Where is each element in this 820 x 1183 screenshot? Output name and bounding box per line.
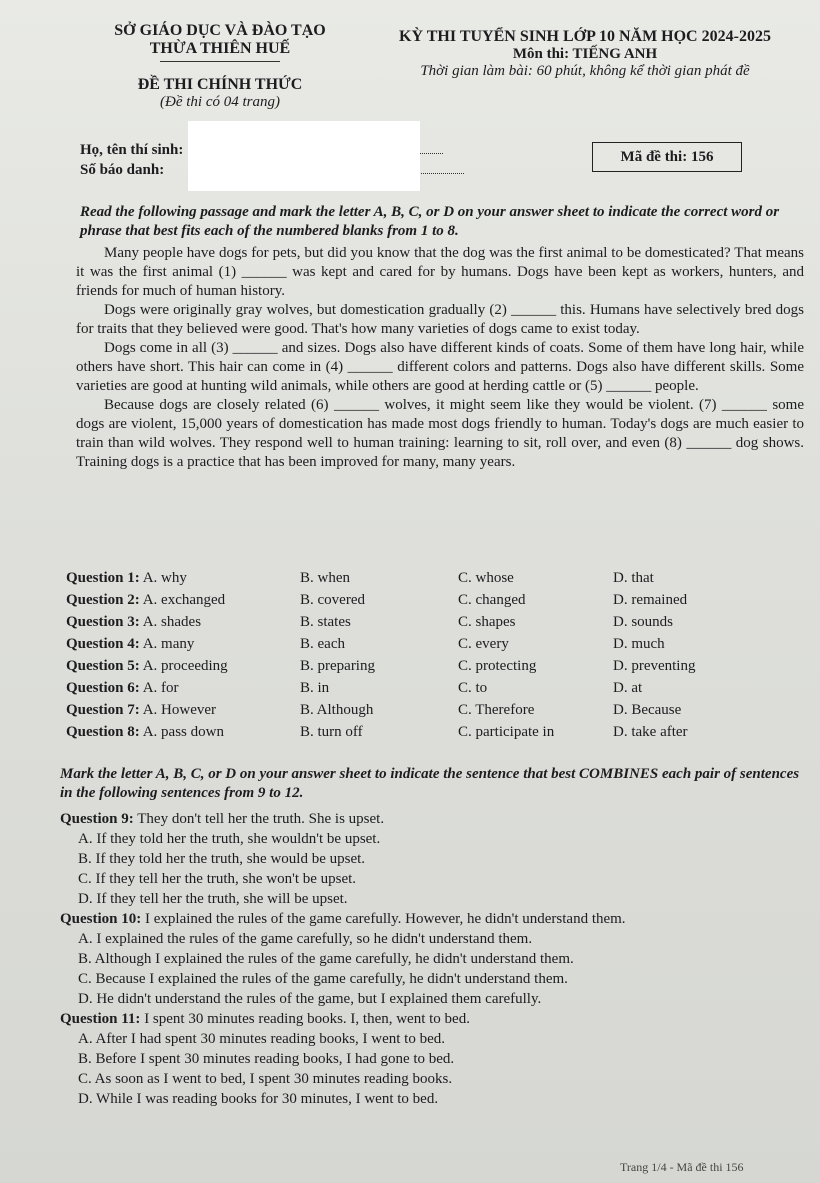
dept-line1: SỞ GIÁO DỤC VÀ ĐÀO TẠO (114, 22, 326, 39)
option: A. If they told her the truth, she wouldn't be upset. (78, 831, 381, 847)
question-row: Question 4: A. many B. each C. every D. much (66, 636, 665, 652)
official-label: ĐỀ THI CHÍNH THỨC (137, 76, 303, 93)
time-note: Thời gian làm bài: 60 phút, không kể thời gian phát đề (420, 63, 750, 79)
question-row: Question 7: A. However B. Although C. Therefore D. Because (66, 702, 682, 718)
question-row: Question 6: A. for B. in C. to D. at (66, 680, 643, 696)
name-label: Họ, tên thí sinh: (80, 142, 184, 158)
option: A. After I had spent 30 minutes reading books, I went to bed. (78, 1031, 446, 1047)
option: A. I explained the rules of the game carefully, so he didn't understand them. (78, 931, 533, 947)
question-label: Question 10: (60, 911, 142, 927)
section2-instruction: Mark the letter A, B, C, or D on your answer sheet to indicate the sentence that best COMBINES each pair of sentences in the following sentences from 9 to 12. (60, 766, 800, 801)
option: B. Although I explained the rules of the game carefully, he didn't understand them. (78, 951, 574, 967)
passage (76, 244, 804, 472)
redaction-box (188, 121, 420, 191)
header-rule (160, 61, 280, 62)
option: B. Before I spent 30 minutes reading books, I had gone to bed. (78, 1051, 455, 1067)
section1-instruction: Read the following passage and mark the letter A, B, C, or D on your answer sheet to indicate the correct word or phrase that best fits each of the numbered blanks from 1 to 8. (80, 204, 780, 239)
passage-paragraph: Dogs were originally gray wolves, but domestication gradually (2) ______ this. Humans have selectively bred dogs for traits that they believed were good. That's how many varieties of dogs came to exist today. (76, 302, 804, 337)
option: D. While I was reading books for 30 minutes, I went to bed. (78, 1091, 439, 1107)
question-stem: I spent 30 minutes reading books. I, then, went to bed. (144, 1011, 470, 1027)
option: C. If they tell her the truth, she won't be upset. (78, 871, 357, 887)
option: C. As soon as I went to bed, I spent 30 minutes reading books. (78, 1071, 453, 1087)
question-11 (60, 1009, 805, 1109)
header-left (70, 22, 370, 111)
question-row: Question 2: A. exchanged B. covered C. changed D. remained (66, 592, 688, 608)
question-row: Question 1: A. why B. when C. whose D. that (66, 570, 654, 586)
option: B. If they told her the truth, she would be upset. (78, 851, 366, 867)
exam-code-box: Mã đề thi: 156 (592, 142, 742, 172)
page-footer: Trang 1/4 - Mã đề thi 156 (620, 1160, 744, 1174)
passage-paragraph: Because dogs are closely related (6) ______ wolves, it might seem like they would be violent. (7) ______ some dogs are violent, 15,000 years of domestication has made most dogs friendly to human. Today's dogs are much easier to train than wild wolves. They respond well to human training: learning to sit, roll over, and even (8) ______ dog shows. Training dogs is a practice that has been improved for many, many years. (76, 397, 804, 470)
header-right (365, 28, 805, 80)
exam-title: KỲ THI TUYỂN SINH LỚP 10 NĂM HỌC 2024-2025 (399, 28, 771, 45)
question-row: Question 8: A. pass down B. turn off C. participate in D. take after (66, 724, 688, 740)
question-stem: They don't tell her the truth. She is upset. (137, 811, 385, 827)
pages-note: (Đề thi có 04 trang) (160, 94, 280, 110)
question-row: Question 5: A. proceeding B. preparing C. protecting D. preventing (66, 658, 696, 674)
question-label: Question 9: (60, 811, 134, 827)
option: D. If they tell her the truth, she will be upset. (78, 891, 348, 907)
option: D. He didn't understand the rules of the game, but I explained them carefully. (78, 991, 542, 1007)
question-10 (60, 909, 805, 1009)
section2 (60, 765, 805, 1109)
option: C. Because I explained the rules of the game carefully, he didn't understand them. (78, 971, 568, 987)
passage-paragraph: Dogs come in all (3) ______ and sizes. Dogs also have different kinds of coats. Some of them have long hair, while others have short. This hair can come in (4) ______ different colors and patterns. Dogs also have different skills. Some varieties are good at hunting wild animals, while others are good at herding cattle or (5) ______ people. (76, 340, 804, 394)
subject: Môn thi: TIẾNG ANH (512, 46, 658, 62)
question-stem: I explained the rules of the game carefully. However, he didn't understand them. (145, 911, 626, 927)
question-label: Question 11: (60, 1011, 141, 1027)
question-9 (60, 809, 805, 909)
passage-paragraph: Many people have dogs for pets, but did you know that the dog was the first animal to be domesticated? That means it was the first animal (1) ______ was kept and cared for by humans. Dogs have been kept as workers, hunters, and friends for much of human history. (76, 245, 804, 299)
dept-line2: THỪA THIÊN HUẾ (149, 40, 291, 57)
question-row: Question 3: A. shades B. states C. shapes D. sounds (66, 614, 674, 630)
cloze-options (66, 567, 786, 743)
id-label: Số báo danh: (80, 162, 165, 178)
